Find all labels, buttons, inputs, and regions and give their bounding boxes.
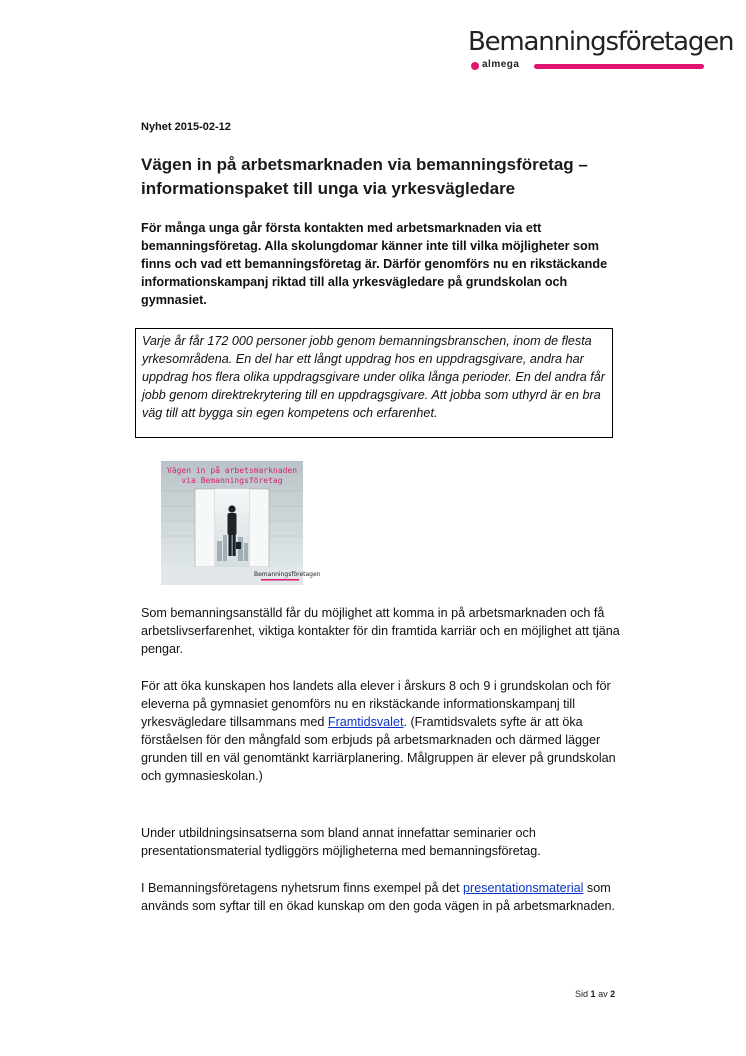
article-lead: För många unga går första kontakten med arbetsmarknaden via ett bemanningsföretag. Alla skolungdomar känner inte till vilka möjligheter som finns och vad ett bemanningsföretag är. Därför genomförs nu en rikstäckande informationskampanj riktad till alla yrkesvägledare på grundskolan och gymnasiet. bbox=[141, 221, 608, 307]
page-prefix: Sid bbox=[575, 989, 589, 999]
article-title: Vägen in på arbetsmarknaden via bemanningsföretag – informationspaket till unga via yrkesvägledare bbox=[141, 155, 588, 198]
framtidsvalet-link[interactable]: Framtidsvalet bbox=[327, 715, 404, 729]
fact-box: Varje år får 172 000 personer jobb genom bemanningsbranschen, inom de flesta yrkesområdena. En del har ett långt uppdrag hos en uppdragsgivare, andra har uppdrag hos flera olika uppdragsgivare under olika långa perioder. En del andra får jobb genom direktrekrytering till en uppdragsgivare. Att jobba som uthyrd är en bra väg till att bygga sin egen kompetens och erfarenhet. bbox=[135, 328, 613, 438]
total-pages: 2 bbox=[610, 989, 616, 999]
image-brand: Bemanningsföretagen bbox=[254, 571, 321, 578]
paragraph-2 bbox=[141, 677, 626, 785]
current-page: 1 bbox=[590, 989, 596, 999]
logo-sub: almega bbox=[482, 59, 520, 70]
image-caption-line1: Vägen in på arbetsmarknaden bbox=[166, 466, 298, 475]
logo-dot bbox=[471, 62, 479, 70]
page-of: av bbox=[598, 989, 608, 999]
promo-image bbox=[161, 461, 321, 585]
paragraph-4 bbox=[141, 879, 626, 915]
right-door bbox=[249, 489, 269, 567]
left-door bbox=[195, 489, 215, 567]
brand-logo bbox=[468, 26, 734, 74]
paragraph-3: Under utbildningsinsatserna som bland annat innefattar seminarier och presentationsmaterial tydliggörs möjligheterna med bemanningsföretag. bbox=[141, 826, 541, 858]
p4-text-end: som används som syftar till en ökad kunskap om den goda vägen in på arbetsmarknaden. bbox=[141, 881, 615, 913]
p2-text-end: . (Framtidsvalets syfte är att öka förståelsen för den mångfald som erbjuds på arbetsmarknaden och därmed lägger grunden till en väl genomtänkt karriärplanering. Målgruppen är elever på grundskolan och gymnasieskolan.) bbox=[141, 715, 616, 783]
p2-text-start: För att öka kunskapen hos landets alla elever i årskurs 8 och 9 i grundskolan och för eleverna på gymnasiet genomförs nu en rikstäckande informationskampanj till yrkesvägledare tillsammans med bbox=[141, 679, 611, 729]
news-date: Nyhet 2015-02-12 bbox=[141, 121, 231, 133]
logo-bar bbox=[534, 64, 704, 69]
page-number bbox=[575, 989, 615, 999]
paragraph-1: Som bemanningsanställd får du möjlighet att komma in på arbetsmarknaden och få arbetslivserfarenhet, viktiga kontakter för din framtida karriär och en möjlighet att tjäna pengar. bbox=[141, 606, 620, 656]
image-caption-line2: via Bemanningsföretag bbox=[181, 476, 283, 485]
logo-wordmark: Bemanningsföretagen bbox=[468, 27, 734, 57]
presentationsmaterial-link[interactable]: presentationsmaterial bbox=[463, 881, 584, 895]
p4-text-start: I Bemanningsföretagens nyhetsrum finns exempel på det bbox=[141, 881, 464, 895]
